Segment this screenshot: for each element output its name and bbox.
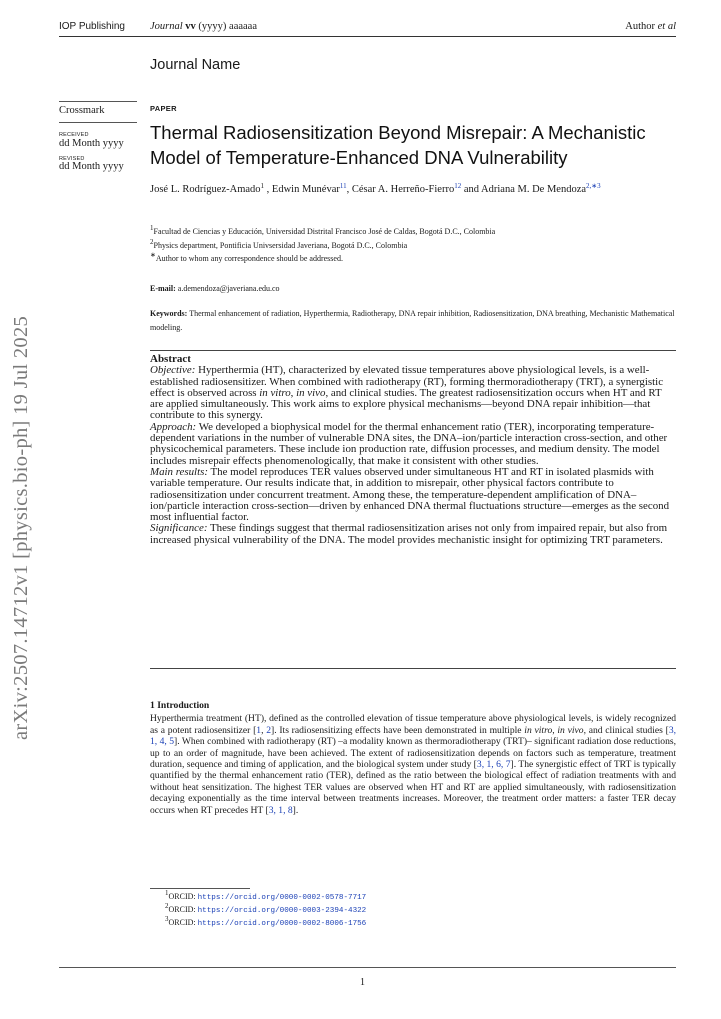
- author-name: Adriana M. De Mendoza: [481, 184, 587, 195]
- citation-link[interactable]: 3, 1, 6, 7: [476, 759, 511, 771]
- abstract-title: Abstract: [150, 353, 191, 365]
- footnote: $^1$ORCID: https://orcid.org/0000-0002-0578-7717: [165, 889, 367, 902]
- meta-divider: [59, 101, 137, 102]
- author-name: Edwin Munévar: [271, 184, 340, 195]
- orcid-link[interactable]: https://orcid.org/0000-0002-8006-1756: [197, 920, 367, 928]
- introduction-section: [150, 700, 676, 816]
- affiliation: $^1$Facultad de Ciencias y Educación, Universidad Distrital Francisco José de Caldas, Bogotá D.C., Colombia: [150, 224, 496, 236]
- author-name: César A. Herreño-Fierro: [351, 184, 455, 195]
- journal-citation: Journal vv (yyyy) aaaaaa: [150, 21, 258, 32]
- abstract-objective: Objective: Hyperthermia (HT), characterized by elevated tissue temperatures above physiological levels, is a well-established radiosensitizer. When combined with radiotherapy (RT), forming thermoradiotherapy (TRT), a synergistic effect is observed across in vitro, in vivo, and clinical studies. The greatest radiosensitization occurs when HT and RT are applied simultaneously. This work aims to explore physical mechanisms—beyond DNA repair inhibition—that contribute to this synergy.: [150, 364, 664, 422]
- citation-link[interactable]: 1: [256, 724, 262, 736]
- email-line: E-mail: a.demendoza@javeriana.edu.co: [150, 284, 280, 293]
- paper-title: Thermal Radiosensitization Beyond Misrepair: A Mechanistic Model of Temperature-Enhanced DNA Vulnerability: [150, 122, 646, 168]
- intro-paragraph: Hyperthermia treatment (HT), defined as the controlled elevation of tissue temperature above physiological levels, is widely recognized as a potent radiosensitizer [1, 2]. Its radiosensitizing effects have been demonstrated in multiple in vitro, in vivo, and clinical studies [3, 1, 4, 5]. When combined with radiotherapy (RT) –a modality known as thermoradiotherapy (TRT)– significant radiation dose reductions, up to an order of magnitude, have been achieved. The extent of radiosensitization depends on factors such as temperature, treatment duration, sequence and timing of application, and the biological system under study [3, 1, 6, 7]. The synergistic effect of TRT is typically quantified by the thermal enhancement ratio (TER), defined as the ratio between the biological effect of radiation treatments with and without heat sensitization. The highest TER values are observed when HT and RT are applied simultaneously, with radiosensitization decaying exponentially as the time interval between treatments increases. Moreover, the treatment order matters: a faster TER decay occurs when RT precedes HT [3, 1, 8].: [150, 713, 677, 816]
- journal-name: Journal Name: [150, 57, 241, 73]
- arxiv-identifier: arXiv:2507.14712v1 [physics.bio-ph] 19 Jul 2025: [10, 315, 32, 740]
- author-list: José L. Rodríguez-Amado$^1$ , Edwin Munévar$^{11}$, César A. Herreño-Fierro$^{12}$ and Adriana M. De Mendoza$^{2,∗3}$: [150, 182, 601, 195]
- publisher-name: IOP Publishing: [59, 21, 125, 32]
- affiliation: ∗Author to whom any correspondence should be addressed.: [150, 251, 343, 263]
- article-type: PAPER: [150, 104, 177, 113]
- footnote: $^2$ORCID: https://orcid.org/0000-0003-2394-4322: [165, 902, 367, 915]
- citation-link[interactable]: 2: [266, 724, 272, 736]
- revised-date: dd Month yyyy: [59, 161, 124, 172]
- footer-rule: [59, 967, 676, 968]
- citation-link[interactable]: 3, 1, 8: [268, 804, 293, 816]
- affiliation: $^2$Physics department, Pontificia Univsersidad Javeriana, Bogotá D.C., Colombia: [150, 237, 408, 250]
- received-label: RECEIVED: [59, 132, 89, 138]
- affiliations: [150, 225, 675, 266]
- orcid-link[interactable]: https://orcid.org/0000-0003-2394-4322: [197, 907, 367, 915]
- author-orcid-link[interactable]: 12: [454, 182, 462, 190]
- email-link[interactable]: a.demendoza@javeriana.edu.co: [177, 284, 280, 293]
- received-date: dd Month yyyy: [59, 138, 124, 149]
- author-affil-mark: 1: [260, 182, 265, 190]
- running-author: Author et al: [625, 21, 676, 32]
- author-name: José L. Rodríguez-Amado: [150, 184, 261, 195]
- header-rule: [59, 36, 676, 37]
- keywords: Keywords: Thermal enhancement of radiation, Hyperthermia, Radiotherapy, DNA repair inhibition, Radiosensitization, DNA breathing, Mechanistic Mathematical modeling.: [150, 309, 675, 332]
- page-number: 1: [360, 977, 365, 988]
- footnotes: [165, 891, 366, 930]
- author-orcid-link[interactable]: 11: [339, 182, 347, 190]
- abstract-significance: Significance: These findings suggest that thermal radiosensitization arises not only from impaired repair, but also from increased physical vulnerability of the DNA. The model provides mechanistic insight for optimizing TRT parameters.: [150, 522, 668, 546]
- revised-label: REVISED: [59, 156, 85, 162]
- meta-divider: [59, 122, 137, 123]
- footnote: $^3$ORCID: https://orcid.org/0000-0002-8006-1756: [165, 915, 367, 928]
- section-heading: 1 Introduction: [150, 700, 210, 711]
- abstract: [150, 354, 676, 546]
- abstract-approach: Approach: We developed a biophysical model for the thermal enhancement ratio (TER), incorporating temperature-dependent variations in the number of vulnerable DNA sites, the DNA–ion/particle interaction cross-section, and other physicochemical parameters. These include ion production rate, diffusion processes, and medium density. The model includes misrepair effects phenomenologically, that make it consistent with other studies.: [150, 420, 668, 467]
- author-orcid-link[interactable]: 2,∗3: [586, 182, 601, 190]
- citation-link[interactable]: 3, 1, 4, 5: [150, 724, 677, 748]
- abstract-results: Main results: The model reproduces TER values observed under simultaneous HT and RT in isolated plasmids with variable temperature. Our results indicate that, in addition to misrepair, other physical factors contribute to radiosensitization under concurrent treatment. Among these, the temperature-dependent amplification of DNA–ion/particle interaction cross-section—driven by enhanced DNA thermal fluctuations structure—emerges as the second most influential factor.: [150, 465, 670, 524]
- abstract-rule: [150, 350, 676, 351]
- abstract-rule: [150, 668, 676, 669]
- orcid-link[interactable]: https://orcid.org/0000-0002-0578-7717: [197, 894, 367, 902]
- crossmark-link[interactable]: Crossmark: [59, 105, 105, 116]
